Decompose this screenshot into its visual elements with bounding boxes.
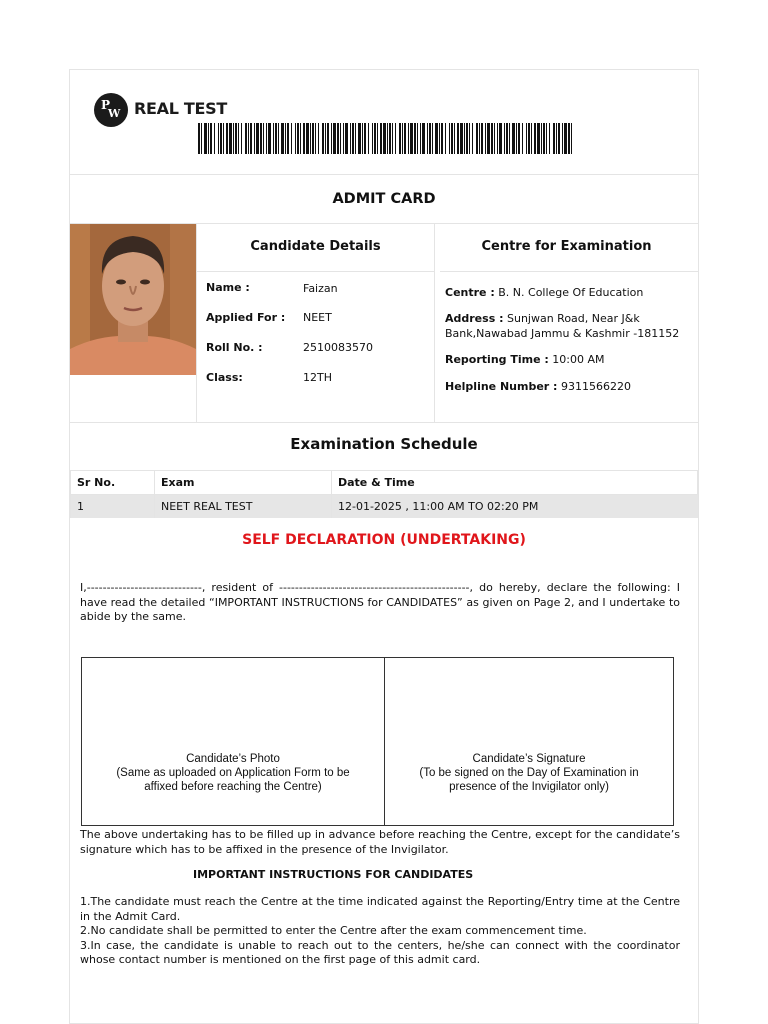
col-sr: Sr No.	[71, 471, 155, 495]
applied-for-value: NEET	[303, 311, 332, 324]
reporting-time: Reporting Time : 10:00 AM	[445, 353, 605, 366]
col-exam: Exam	[155, 471, 332, 495]
cell-exam: NEET REAL TEST	[155, 495, 332, 518]
photo-box-text: Candidate’s Photo (Same as uploaded on Application Form to be affixed before reaching the Centre)	[116, 753, 350, 793]
pw-logo-icon: P W	[94, 93, 128, 127]
declaration-heading: SELF DECLARATION (UNDERTAKING)	[242, 532, 526, 548]
centre-name: Centre : B. N. College Of Education	[445, 286, 644, 299]
schedule-heading: Examination Schedule	[290, 435, 478, 453]
roll-no-label: Roll No. :	[206, 341, 263, 354]
cell-datetime: 12-01-2025 , 11:00 AM TO 02:20 PM	[332, 495, 698, 518]
name-label: Name :	[206, 281, 250, 294]
barcode-icon	[198, 123, 572, 154]
instructions-list	[80, 895, 680, 968]
col-datetime: Date & Time	[332, 471, 698, 495]
candidate-photo	[70, 224, 196, 375]
admit-card	[69, 69, 699, 1024]
page-title: ADMIT CARD	[332, 191, 436, 207]
signature-box-text: Candidate’s Signature (To be signed on the Day of Examination in presence of the Invigilator only)	[419, 753, 639, 793]
helpline-number: Helpline Number : 9311566220	[445, 380, 631, 393]
candidate-details-heading: Candidate Details	[250, 239, 381, 254]
centre-address: Address : Sunjwan Road, Near J&k Bank,Nawabad Jammu & Kashmir -181152	[445, 312, 680, 340]
schedule-table	[70, 470, 698, 518]
table-row	[71, 495, 698, 518]
applied-for-label: Applied For :	[206, 311, 286, 324]
title-row	[70, 175, 698, 224]
class-value: 12TH	[303, 371, 332, 384]
list-item: 2.No candidate shall be permitted to enter the Centre after the exam commencement time.	[80, 924, 587, 937]
instructions-heading: IMPORTANT INSTRUCTIONS FOR CANDIDATES	[193, 868, 474, 881]
undertaking-note: The above undertaking has to be filled up in advance before reaching the Centre, except for the candidate’s signature which has to be affixed in the presence of the Invigilator.	[80, 828, 680, 856]
cell-sr: 1	[71, 495, 155, 518]
roll-no-value: 2510083570	[303, 341, 373, 354]
card-header	[70, 70, 698, 175]
photo-signature-boxes	[81, 657, 674, 826]
list-item: 3.In case, the candidate is unable to reach out to the centers, he/she can connect with the coordinator whose contact number is mentioned on the first page of this admit card.	[80, 938, 680, 966]
centre-heading: Centre for Examination	[481, 239, 652, 254]
declaration-text: I,-----------------------------, resident of ------------------------------------------------, do hereby, declare the following: I have read the detailed “IMPORTANT INSTRUCTIONS for CANDIDATES” as given on Page 2, and I undertake to abide by the same.	[80, 581, 680, 623]
name-value: Faizan	[303, 282, 338, 295]
class-label: Class:	[206, 371, 243, 384]
list-item: 1.The candidate must reach the Centre at the time indicated against the Reporting/Entry time at the Centre in the Admit Card.	[80, 895, 680, 923]
brand-name: REAL TEST	[134, 99, 227, 118]
schedule-header-row	[71, 471, 698, 495]
